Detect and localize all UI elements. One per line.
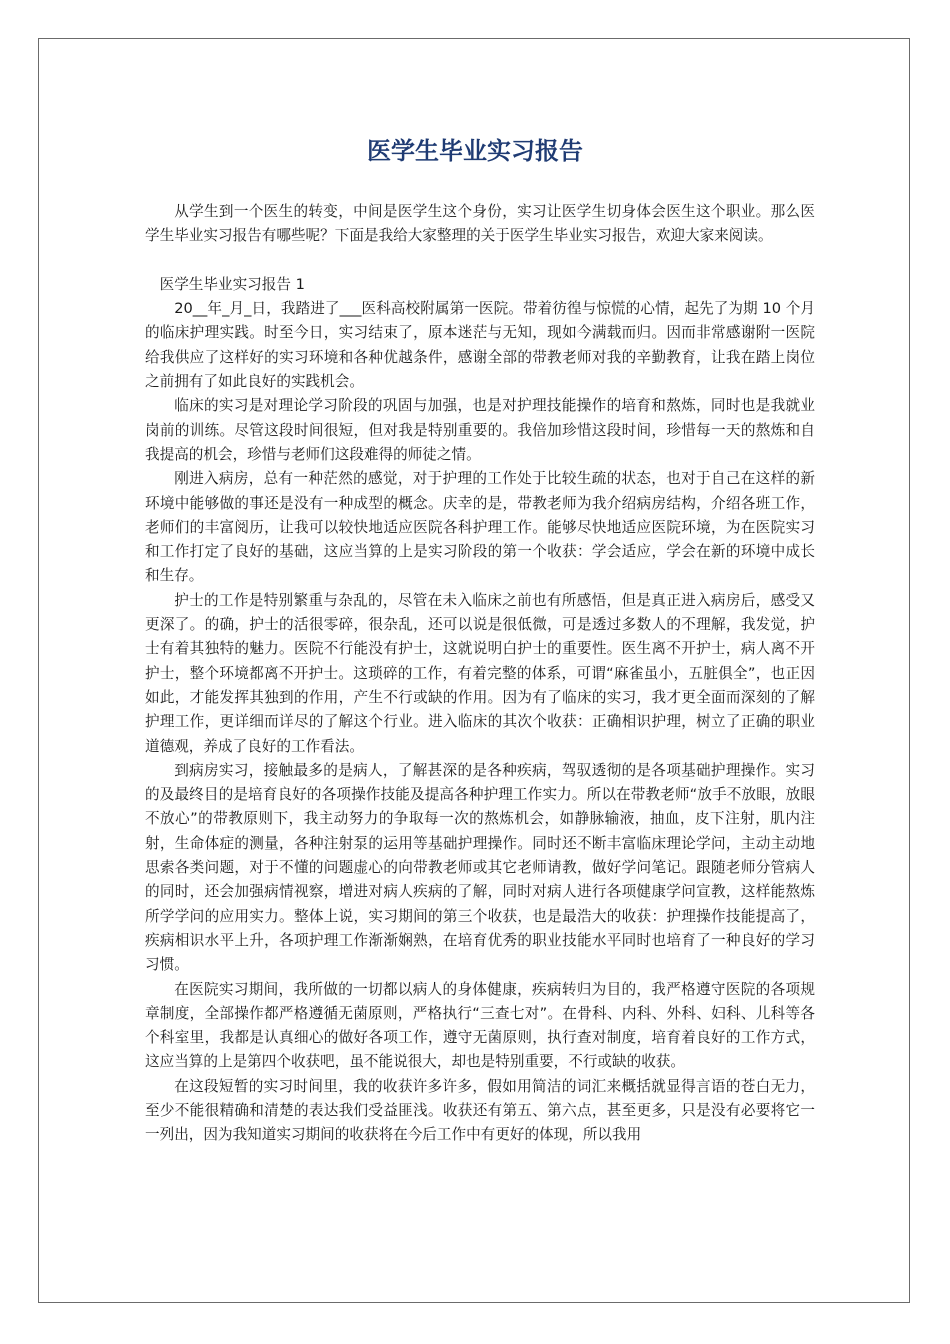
body-paragraph-1: 20__年_月_日，我踏进了___医科高校附属第一医院。带着彷徨与惊慌的心情，起先了为期 10 个月的临床护理实践。时至今日，实习结束了，原本迷茫与无知，现如今满载而归。因而非常感谢附一医院给我供应了这样好的实习环境和各种优越条件，感谢全部的带教老师对我的辛勤教育，让我在踏上岗位之前拥有了如此良好的实践机会。: [145, 300, 815, 391]
body-paragraph-2: 临床的实习是对理论学习阶段的巩固与加强，也是对护理技能操作的培育和熬炼，同时也是我就业岗前的训练。尽管这段时间很短，但对我是特别重要的。我倍加珍惜这段时间，珍惜每一天的熬炼和自我提高的机会，珍惜与老师们这段难得的师徒之情。: [145, 397, 815, 463]
body-paragraph-3: 刚进入病房，总有一种茫然的感觉，对于护理的工作处于比较生疏的状态，也对于自己在这样的新环境中能够做的事还是没有一种成型的概念。庆幸的是，带教老师为我介绍病房结构，介绍各班工作，老师们的丰富阅历，让我可以较快地适应医院各科护理工作。能够尽快地适应医院环境，为在医院实习和工作打定了良好的基础，这应当算的上是实习阶段的第一个收获：学会适应，学会在新的环境中成长和生存。: [145, 470, 815, 585]
body-paragraph-5: 到病房实习，接触最多的是病人，了解甚深的是各种疾病，驾驭透彻的是各项基础护理操作。实习的及最终目的是培育良好的各项操作技能及提高各种护理工作实力。所以在带教老师“放手不放眼，放眼不放心”的带教原则下，我主动努力的争取每一次的熬炼机会，如静脉输液，抽血，皮下注射，肌内注射，生命体症的测量，各种注射泵的运用等基础护理操作。同时还不断丰富临床理论学问，主动主动地思索各类问题，对于不懂的问题虚心的向带教老师或其它老师请教，做好学问笔记。跟随老师分管病人的同时，还会加强病情视察，增进对病人疾病的了解，同时对病人进行各项健康学问宣教，这样能熬炼所学学问的应用实力。整体上说，实习期间的第三个收获，也是最浩大的收获：护理操作技能提高了，疾病相识水平上升，各项护理工作渐渐娴熟，在培育优秀的职业技能水平同时也培育了一种良好的学习习惯。: [145, 761, 815, 974]
document-title: 医学生毕业实习报告: [367, 137, 583, 165]
section-heading: 医学生毕业实习报告 1: [159, 275, 305, 293]
body-paragraph-4: 护士的工作是特别繁重与杂乱的，尽管在未入临床之前也有所感悟，但是真正进入病房后，感受又更深了。的确，护士的活很零碎，很杂乱，还可以说是很低微，可是透过多数人的不理解，我发觉，护士有着其独特的魅力。医院不行能没有护士，这就说明白护士的重要性。医生离不开护士，病人离不开护士，整个环境都离不开护士。这琐碎的工作，有着完整的体系，可谓“麻雀虽小，五脏俱全”，也正因如此，才能发挥其独到的作用，产生不行或缺的作用。因为有了临床的实习，我才更全面而深刻的了解护理工作，更详细而详尽的了解这个行业。进入临床的其次个收获：正确相识护理，树立了正确的职业道德观，养成了良好的工作看法。: [145, 591, 815, 755]
intro-paragraph: 从学生到一个医生的转变，中间是医学生这个身份，实习让医学生切身体会医生这个职业。那么医学生毕业实习报告有哪些呢？下面是我给大家整理的关于医学生毕业实习报告，欢迎大家来阅读。: [145, 203, 815, 245]
body-paragraph-7: 在这段短暂的实习时间里，我的收获许多许多，假如用简洁的词汇来概括就显得言语的苍白无力，至少不能很精确和清楚的表达我们受益匪浅。收获还有第五、第六点，甚至更多，只是没有必要将它一一列出，因为我知道实习期间的收获将在今后工作中有更好的体现，所以我用: [145, 1077, 815, 1144]
document-body: [145, 200, 815, 1148]
body-paragraph-6: 在医院实习期间，我所做的一切都以病人的身体健康，疾病转归为目的，我严格遵守医院的各项规章制度，全部操作都严格遵循无菌原则，严格执行“三查七对”。在骨科、内科、外科、妇科、儿科等各个科室里，我都是认真细心的做好各项工作，遵守无菌原则，执行查对制度，培育着良好的工作方式，这应当算的上是第四个收获吧，虽不能说很大，却也是特别重要，不行或缺的收获。: [145, 980, 815, 1071]
